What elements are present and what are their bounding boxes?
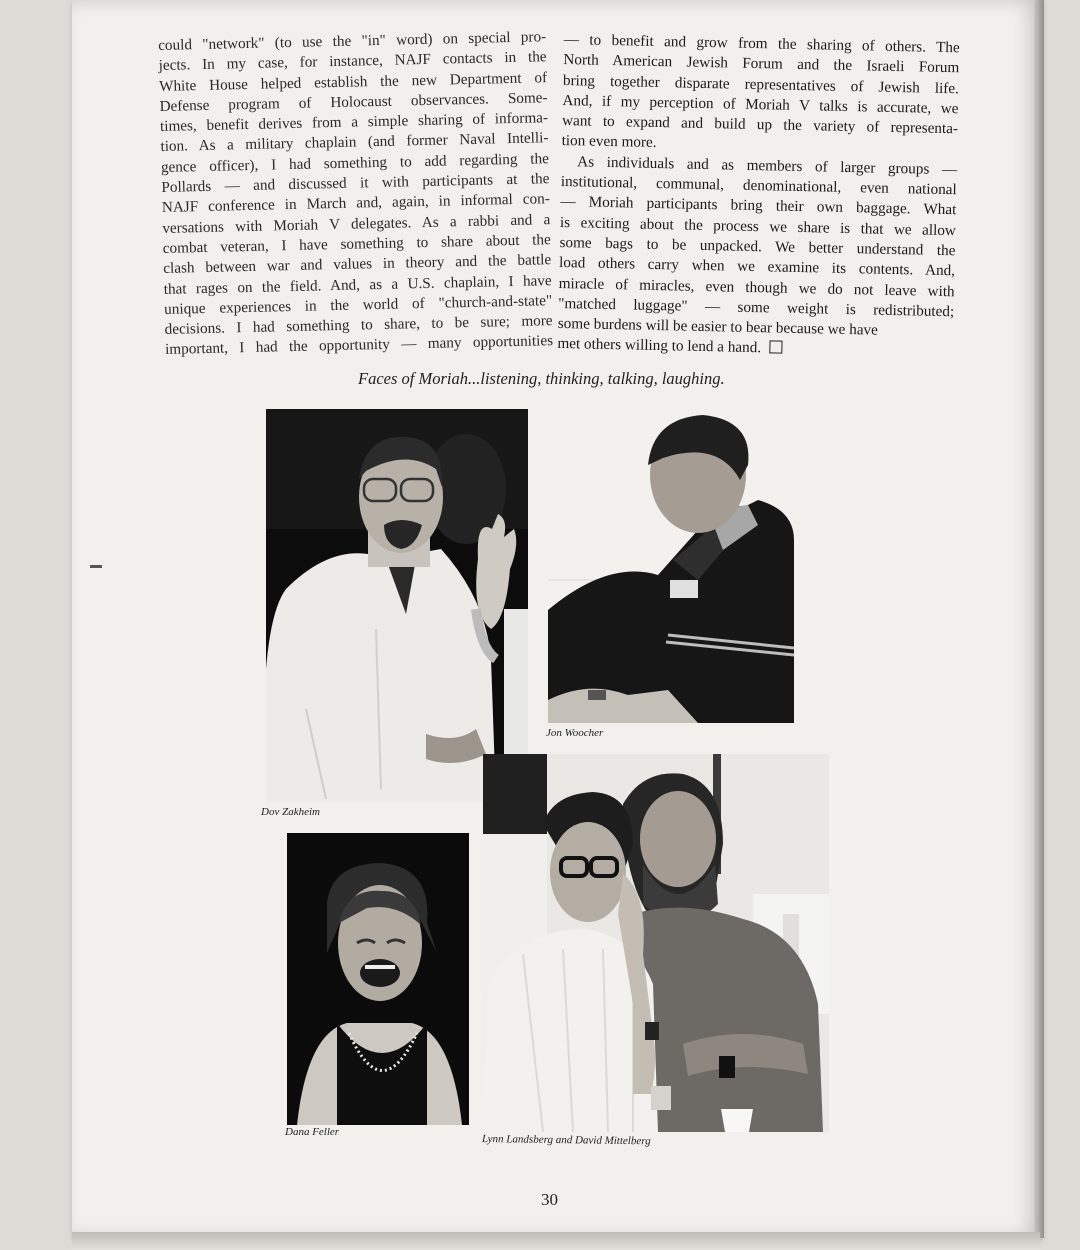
- page-bottom-edge: [72, 1232, 1040, 1250]
- caption-jon-woocher: Jon Woocher: [546, 727, 604, 739]
- end-of-article-square-icon: [769, 341, 782, 354]
- right-column-paragraph-2-end: [557, 314, 954, 363]
- photo-jon-woocher: [548, 410, 794, 723]
- right-column-paragraph-1-end: tion even more.: [561, 132, 657, 152]
- right-column-closing-text: some burdens will be easier to bear because we have met others willing to lend a hand.: [557, 315, 879, 357]
- page-edge-shadow: [1034, 0, 1044, 1238]
- article-right-column: [557, 30, 960, 363]
- photo-dana-feller: [287, 833, 469, 1125]
- page-number: 30: [541, 1190, 558, 1209]
- left-column-text: could "network" (to use the "in" word) on special pro- jects. In my case, for instance, NAJF contacts in the White House helped establish the new Department of Defense program of Holocaust observances. Some- times, benefit derives from a simple sharing of informa- tion. As a military chaplain (and former Naval Intelli- gence officer), I had something to add regarding the Pollards — and discussed it with participants at the NAJF conference in March and, again, in informal con- versations with Moriah V delegates. As a rabbi and a combat veteran, I have something to share about the clash between war and values in theory and the battle that rages on the field. And, as a U.S. chaplain, I have unique experiences in the world of "church-and-state" decisions. I had something to share, to be sure; more important, I had the opportunity — many opportunities: [158, 28, 554, 359]
- article-left-column: [158, 27, 553, 360]
- right-column-paragraph-1: — to benefit and grow from the sharing of others. The North American Jewish Forum and the Israeli Forum bring together disparate representatives of Jewish life. And, if my perception of Moriah V talks is accurate, we want to expand and build up the variety of representa-: [561, 30, 960, 138]
- photo-section-caption: Faces of Moriah...listening, thinking, talking, laughing.: [358, 369, 725, 388]
- caption-lynn-landsberg-david-mittelberg: Lynn Landsberg and David Mittelberg: [481, 1133, 651, 1148]
- caption-dana-feller: Dana Feller: [285, 1126, 340, 1138]
- photo-dov-zakheim: [266, 409, 528, 802]
- photo-lynn-landsberg-david-mittelberg: [483, 754, 829, 1132]
- right-column-paragraph-2: As individuals and as members of larger groups — institutional, communal, denominational, even national — Moriah participants bring their own baggage. What is exciting about the process we share is that we allow some bags to be unpacked. We better understand the load others carry when we examine its contents. And, miracle of miracles, even though we do not leave with "matched luggage" — some weight is redistributed;: [558, 153, 958, 321]
- binding-mark: [90, 565, 102, 568]
- caption-dov-zakheim: Dov Zakheim: [261, 806, 320, 818]
